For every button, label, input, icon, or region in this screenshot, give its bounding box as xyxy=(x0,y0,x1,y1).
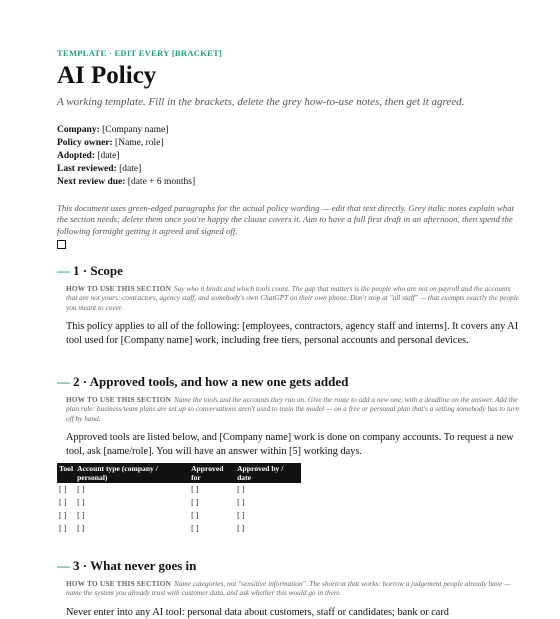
meta-last-reviewed xyxy=(57,163,520,176)
meta-label: Next review due: xyxy=(57,176,126,187)
howto-tag: HOW TO USE THIS SECTION xyxy=(66,579,172,588)
page-subtitle: A working template. Fill in the brackets, delete the grey how-to-use notes, then get it agreed. xyxy=(57,95,465,108)
table-row xyxy=(57,483,301,496)
table-row xyxy=(57,522,301,535)
checkbox[interactable] xyxy=(57,240,66,249)
green-dash-icon: — xyxy=(57,374,70,389)
approved-tools-table xyxy=(57,463,301,535)
policy-clause[interactable]: Never enter into any AI tool: personal data about customers, staff or candidates; bank or card xyxy=(66,606,449,618)
section-heading-text: 3 · What never goes in xyxy=(73,558,197,573)
table-cell[interactable]: [ ] xyxy=(77,484,85,494)
meta-value[interactable]: [date + 6 months] xyxy=(127,176,196,187)
howto-note xyxy=(66,395,520,423)
col-header-approved-by: Approved by / date xyxy=(235,463,301,483)
green-dash-icon: — xyxy=(57,263,70,278)
table-cell[interactable]: [ ] xyxy=(77,510,85,520)
meta-value[interactable]: [Name, role] xyxy=(115,137,164,148)
meta-value[interactable]: [date] xyxy=(97,150,120,161)
meta-label: Last reviewed: xyxy=(57,163,117,174)
table-cell[interactable]: [ ] xyxy=(191,497,199,507)
meta-label: Policy owner: xyxy=(57,137,113,148)
table-cell[interactable]: [ ] xyxy=(77,523,85,533)
meta-label: Company: xyxy=(57,124,100,135)
policy-meta xyxy=(57,124,520,189)
section-heading xyxy=(57,558,520,574)
section-approved-tools xyxy=(57,374,520,535)
meta-adopted xyxy=(57,150,520,163)
table-cell[interactable]: [ ] xyxy=(191,484,199,494)
meta-label: Adopted: xyxy=(57,150,96,161)
table-cell[interactable]: [ ] xyxy=(59,523,67,533)
howto-note xyxy=(66,284,520,312)
col-header-tool: Tool xyxy=(57,463,75,483)
howto-tag: HOW TO USE THIS SECTION xyxy=(66,395,172,404)
table-cell[interactable]: [ ] xyxy=(237,484,245,494)
policy-clause[interactable]: Approved tools are listed below, and [Company name] work is done on company accounts. To request a new tool, ask [name/role]. You will have an answer within [5] working days. xyxy=(66,432,514,457)
intro-note: This document uses green-edged paragraphs for the actual policy wording — edit that text directly. Grey italic notes explain what the section needs; delete them once you're happy the clause covers it. Aim to have a full first draft in an afternoon, then spend the following fortnight getting it agreed and signed off. xyxy=(57,202,515,236)
table-cell[interactable]: [ ] xyxy=(191,523,199,533)
howto-text: Say who it binds and which tools count. The gap that matters is the people who are not on payroll and the accounts that are not yours: contractors, agency staff, and somebody's own ChatGPT on their own phone. Don't stop at "all staff" — that exempts exactly the people you meant to cover. xyxy=(66,284,520,312)
table-cell[interactable]: [ ] xyxy=(237,510,245,520)
section-heading xyxy=(57,374,520,390)
table-cell[interactable]: [ ] xyxy=(237,523,245,533)
page-title: AI Policy xyxy=(57,62,157,89)
meta-value[interactable]: [Company name] xyxy=(102,124,169,135)
meta-value[interactable]: [date] xyxy=(119,163,142,174)
meta-owner xyxy=(57,137,520,150)
meta-company xyxy=(57,124,520,137)
col-header-approved-for: Approved for xyxy=(189,463,235,483)
table-row xyxy=(57,496,301,509)
table-cell[interactable]: [ ] xyxy=(237,497,245,507)
green-dash-icon: — xyxy=(57,558,70,573)
table-cell[interactable]: [ ] xyxy=(59,484,67,494)
section-what-never-goes-in xyxy=(57,558,520,619)
col-header-account-type: Account type (company / personal) xyxy=(75,463,189,483)
policy-clause[interactable]: This policy applies to all of the following: [employees, contractors, agency staff and interns]. It covers any AI tool used for [Company name] work, including free tiers, personal accounts and personal devices. xyxy=(66,321,519,346)
template-kicker: TEMPLATE · EDIT EVERY [BRACKET] xyxy=(57,48,223,58)
table-row xyxy=(57,509,301,522)
table-header-row xyxy=(57,463,301,483)
policy-document xyxy=(0,0,560,249)
table-cell[interactable]: [ ] xyxy=(59,510,67,520)
section-heading-text: 2 · Approved tools, and how a new one gets added xyxy=(73,374,349,389)
table-cell[interactable]: [ ] xyxy=(191,510,199,520)
howto-tag: HOW TO USE THIS SECTION xyxy=(66,284,172,293)
section-scope xyxy=(57,263,520,347)
table-cell[interactable]: [ ] xyxy=(77,497,85,507)
howto-text: Name categories, not "sensitive information". The shortcut that works: borrow a judgement people already have — name the system you already trust with customer data, and ask whether this would go in there. xyxy=(66,579,511,598)
howto-note xyxy=(66,579,520,598)
section-heading xyxy=(57,263,520,279)
section-heading-text: 1 · Scope xyxy=(73,263,123,278)
meta-next-review xyxy=(57,176,520,189)
table-cell[interactable]: [ ] xyxy=(59,497,67,507)
howto-text: Name the tools and the accounts they run on. Give the route to add a new one, with a deadline on the answer. Add the plan rule: business/team plans are set up so conversations aren't used to train the model — on a free or personal plan that's a setting somebody has to turn off by hand. xyxy=(66,395,520,423)
